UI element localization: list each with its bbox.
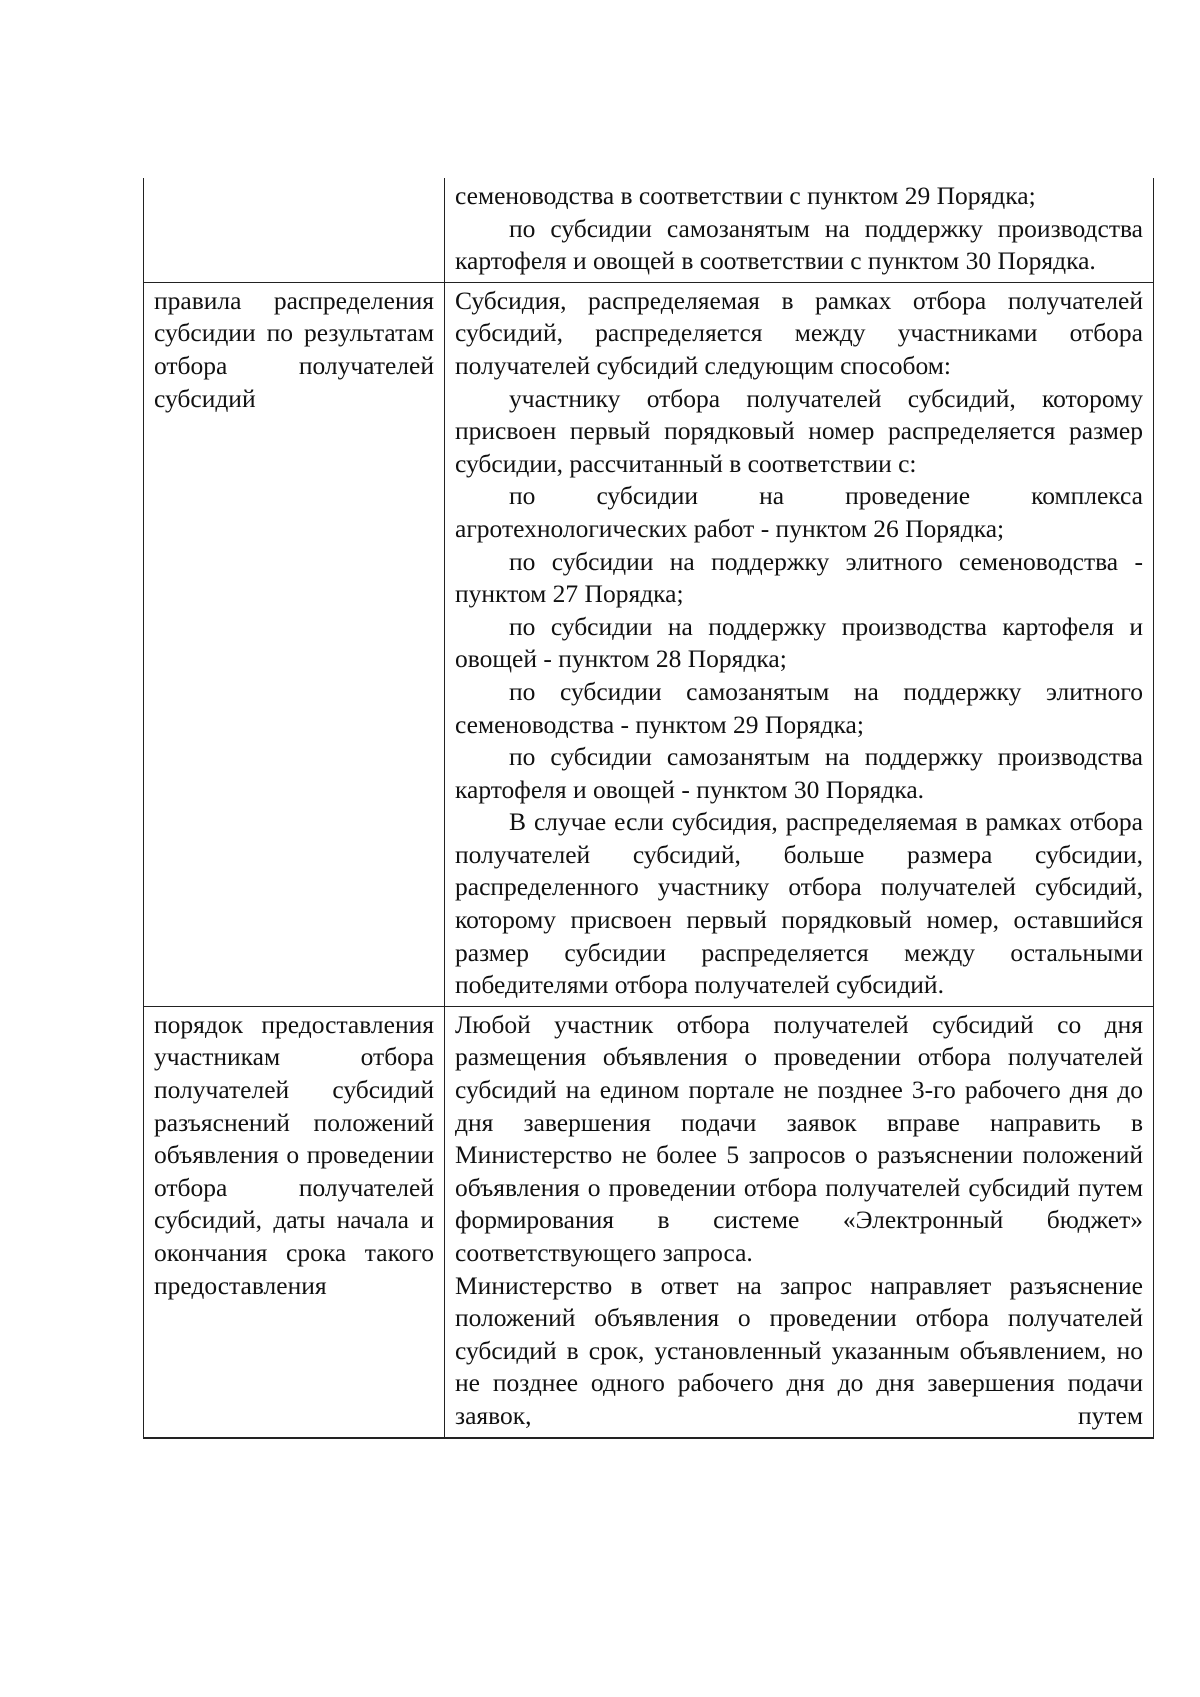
row-content-cell <box>445 178 1154 282</box>
paragraph: Любой участник отбора получателей субсидий со дня размещения объявления о проведении отбора получателей субсидий на едином портале не позднее 3-го рабочего дня до дня завершения подачи заявок вправе направить в Министерство не более 5 запросов о разъяснении положений объявления о проведении отбора получателей субсидий путем формирования в системе «Электронный бюджет» соответствующего запроса. <box>455 1009 1143 1267</box>
paragraph: по субсидии на поддержку элитного семеноводства - пунктом 27 Порядка; <box>455 546 1143 609</box>
row-content-cell <box>445 282 1154 1006</box>
paragraph: по субсидии на поддержку производства картофеля и овощей - пунктом 28 Порядка; <box>455 611 1143 674</box>
row-label-cell <box>144 1006 445 1437</box>
table-row-clarification-procedure <box>144 1006 1154 1437</box>
table-row-continuation <box>144 178 1154 282</box>
paragraph: участнику отбора получателей субсидий, которому присвоен первый порядковый номер распределяется размер субсидии, рассчитанный в соответствии с: <box>455 383 1143 478</box>
row-label: порядок предоставления участникам отбора получателей субсидий разъяснений положений объявления о проведении отбора получателей субсидий, даты начала и окончания срока такого предоставления <box>154 1009 434 1300</box>
row-label-cell <box>144 178 445 282</box>
row-content-cell <box>445 1006 1154 1437</box>
paragraph: по субсидии самозанятым на поддержку производства картофеля и овощей - пунктом 30 Порядка. <box>455 742 1143 804</box>
row-label: правила распределения субсидии по результатам отбора получателей субсидий <box>154 285 434 413</box>
paragraph: В случае если субсидия, распределяемая в рамках отбора получателей субсидий, больше размера субсидии, распределенного участнику отбора получателей субсидий, которому присвоен первый порядковый номер, оставшийся размер субсидии распределяется между остальными победителями отбора получателей субсидий. <box>455 807 1143 1000</box>
paragraph: Министерство в ответ на запрос направляет разъяснение положений объявления о проведении отбора получателей субсидий в срок, установленный указанным объявлением, но не позднее одного рабочего дня до дня завершения подачи заявок, путем <box>455 1270 1143 1430</box>
document-table <box>143 178 1154 1439</box>
paragraph: по субсидии на проведение комплекса агротехнологических работ - пунктом 26 Порядка; <box>455 481 1143 543</box>
paragraph: семеноводства в соответствии с пунктом 29 Порядка; <box>455 181 1036 210</box>
paragraph: по субсидии самозанятым на поддержку элитного семеноводства - пунктом 29 Порядка; <box>455 676 1143 739</box>
table-row-distribution-rules <box>144 282 1154 1006</box>
paragraph: Субсидия, распределяемая в рамках отбора получателей субсидий, распределяется между участниками отбора получателей субсидий следующим способом: <box>455 285 1143 380</box>
paragraph: по субсидии самозанятым на поддержку производства картофеля и овощей в соответствии с пунктом 30 Порядка. <box>455 213 1143 276</box>
row-label-cell <box>144 282 445 1006</box>
